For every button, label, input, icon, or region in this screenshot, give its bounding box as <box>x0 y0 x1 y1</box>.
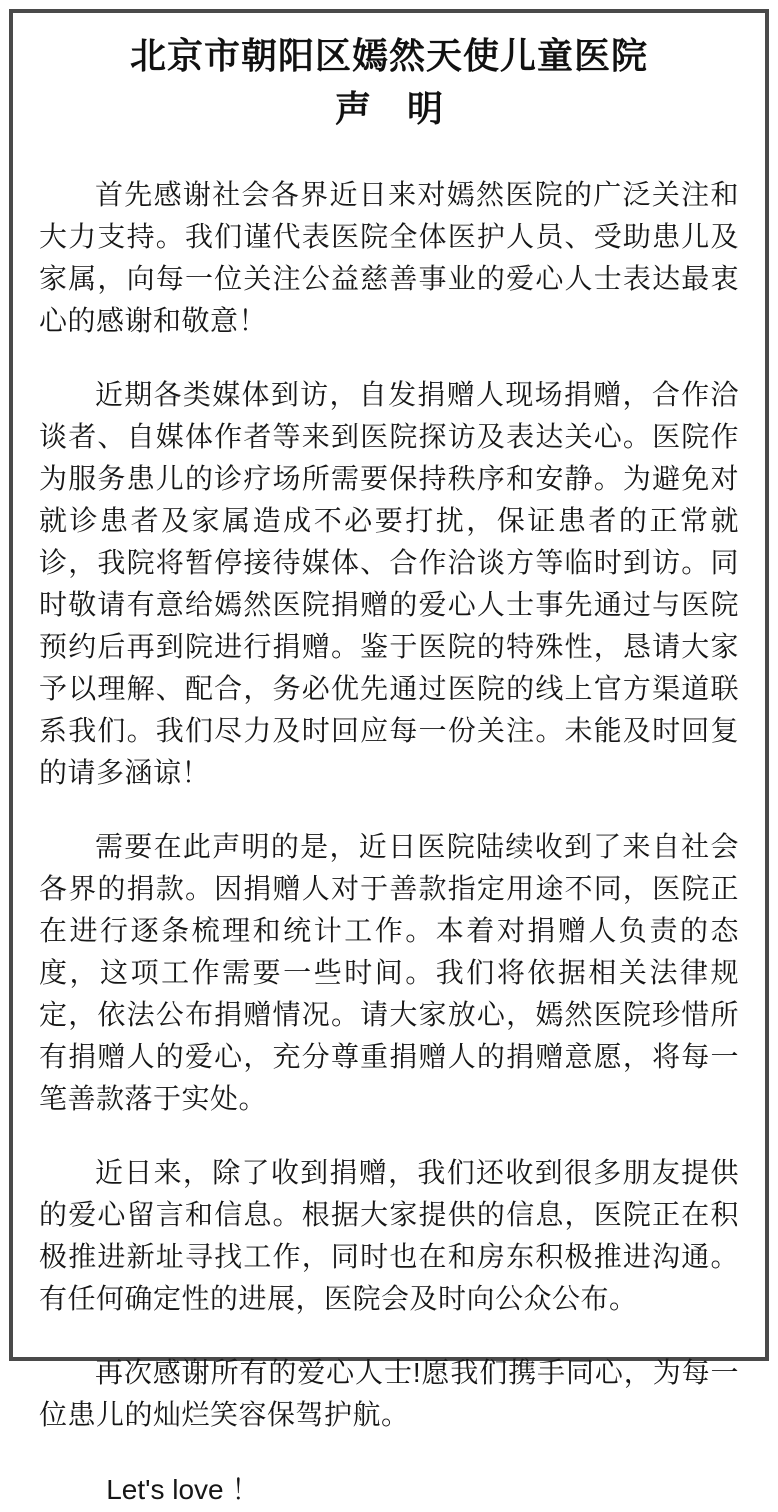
paragraph-relocation: 近日来，除了收到捐赠，我们还收到很多朋友提供的爱心留言和信息。根据大家提供的信息，医院正在积极推进新址寻找工作，同时也在和房东积极推进沟通。有任何确定性的进展，医院会及时向公众公布。 <box>39 1157 739 1314</box>
statement-frame <box>9 9 769 1505</box>
statement-body <box>39 174 739 1512</box>
statement-heading: 声 明 <box>334 88 443 129</box>
paragraph-final-thanks: 再次感谢所有的爱心人士!愿我们携手同心，为每一位患儿的灿烂笑容保驾护航。 <box>39 1357 739 1430</box>
paragraph-donations: 需要在此声明的是，近日医院陆续收到了来自社会各界的捐款。因捐赠人对于善款指定用途不同，医院正在进行逐条梳理和统计工作。本着对捐赠人负责的态度，这项工作需要一些时间。我们将依据相关法律规定，依法公布捐赠情况。请大家放心，嫣然医院珍惜所有捐赠人的爱心，充分尊重捐赠人的捐赠意愿，将每一笔善款落于实处。 <box>39 831 739 1114</box>
closing-line: Let's love ！ <box>106 1474 260 1505</box>
hospital-name-title: 北京市朝阳区嫣然天使儿童医院 <box>129 35 648 76</box>
paragraph-visits-policy: 近期各类媒体到访，自发捐赠人现场捐赠，合作洽谈者、自媒体作者等来到医院探访及表达关心。医院作为服务患儿的诊疗场所需要保持秩序和安静。为避免对就诊患者及家属造成不必要打扰，保证患者的正常就诊，我院将暂停接待媒体、合作洽谈方等临时到访。同时敬请有意给嫣然医院捐赠的爱心人士事先通过与医院预约后再到院进行捐赠。鉴于医院的特殊性，恳请大家予以理解、配合，务必优先通过医院的线上官方渠道联系我们。我们尽力及时回应每一份关注。未能及时回复的请多涵谅！ <box>39 379 739 788</box>
paragraph-thanks: 首先感谢社会各界近日来对嫣然医院的广泛关注和大力支持。我们谨代表医院全体医护人员、受助患儿及家属，向每一位关注公益慈善事业的爱心人士表达最衷心的感谢和敬意！ <box>39 179 739 336</box>
